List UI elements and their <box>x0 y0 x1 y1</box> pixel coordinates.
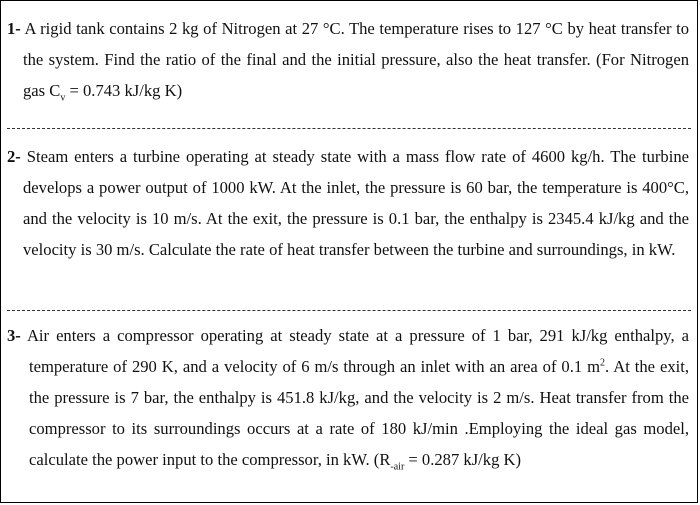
separator-2 <box>7 310 691 311</box>
problem-3-text-mid: . At the exit, the pressure is 7 bar, the enthalpy is 451.8 kJ/kg, and the velocity is 2 m/s. Heat transfer from the compressor to its surroundings occurs at a rate of 180 kJ/min .Employing the ideal gas model, calculate the power input to the compressor, in kW. (R <box>29 357 690 469</box>
problem-1-subscript: v <box>60 92 66 104</box>
problem-3-body <box>7 320 689 475</box>
problem-1-number: 1- <box>7 19 21 38</box>
problem-1-body <box>7 13 689 106</box>
problem-1-text-end: = 0.743 kJ/kg K) <box>65 81 183 100</box>
problem-2-number: 2- <box>7 147 21 166</box>
problem-3-text: Air enters a compressor operating at steady state at a pressure of 1 bar, 291 kJ/kg enthalpy, a temperature of 290 K, and a velocity of 6 m/s through an inlet with an area of 0.1 m <box>26 326 690 376</box>
problem-3-superscript: 2 <box>600 357 606 369</box>
separator-1 <box>7 128 691 129</box>
problem-3-number: 3- <box>7 326 21 345</box>
problem-1-text: A rigid tank contains 2 kg of Nitrogen at 27 °C. The temperature rises to 127 °C by heat transfer to the system. Find the ratio of the final and the initial pressure, also the heat transfer. (For Nitrogen gas C <box>23 19 690 100</box>
problem-1 <box>7 13 689 106</box>
problem-3-subscript: -air <box>390 461 405 473</box>
problem-3 <box>7 320 689 475</box>
problem-2 <box>7 141 689 265</box>
problem-2-body <box>7 141 689 265</box>
problem-2-text: Steam enters a turbine operating at steady state with a mass flow rate of 4600 kg/h. The turbine develops a power output of 1000 kW. At the inlet, the pressure is 60 bar, the temperature is 400°C, and the velocity is 10 m/s. At the exit, the pressure is 0.1 bar, the enthalpy is 2345.4 kJ/kg and the velocity is 30 m/s. Calculate the rate of heat transfer between the turbine and surroundings, in kW. <box>23 147 689 259</box>
problem-3-text-end: = 0.287 kJ/kg K) <box>404 450 522 469</box>
